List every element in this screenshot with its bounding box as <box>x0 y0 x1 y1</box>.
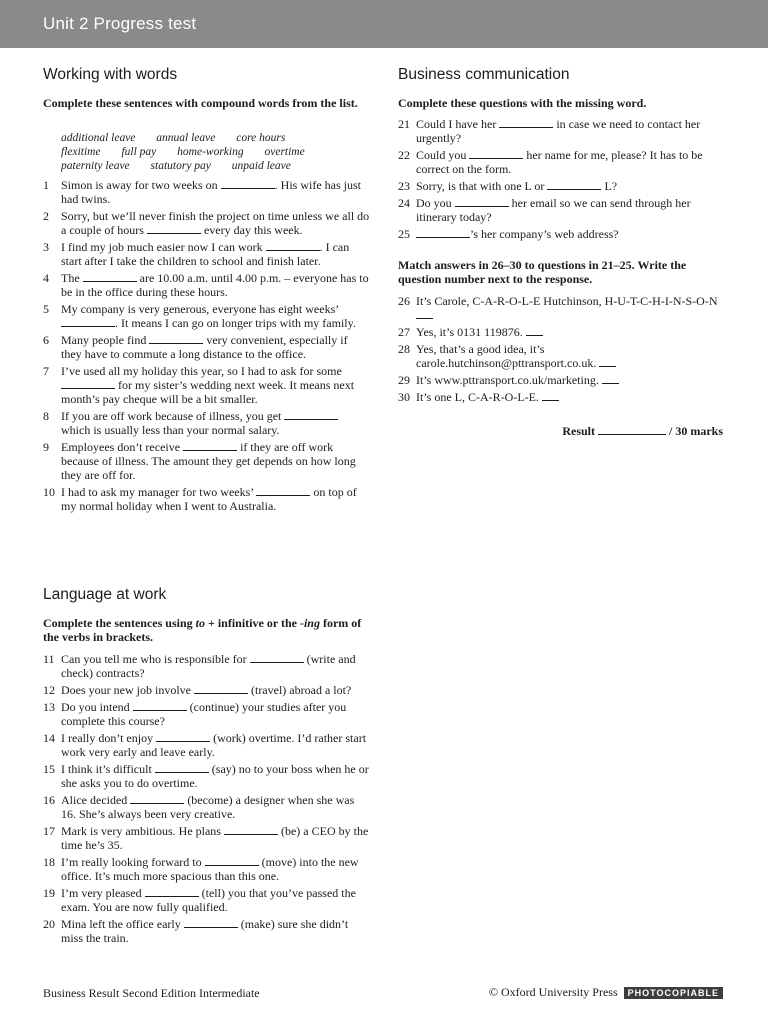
question-item <box>398 325 723 339</box>
instr-to: to <box>195 616 205 630</box>
question-number: 14 <box>43 731 55 745</box>
page-title: Unit 2 Progress test <box>43 14 197 33</box>
question-text-before: Could I have her <box>416 117 497 131</box>
question-number: 12 <box>43 683 55 697</box>
question-item <box>43 485 370 513</box>
instructions-working-with-words: Complete these sentences with compound words from the list. <box>43 96 358 110</box>
question-number: 21 <box>398 117 410 131</box>
question-text-before: Sorry, but we’ll never finish the project on time unless we all do a couple of hours <box>61 209 370 237</box>
answer-blank[interactable] <box>455 196 509 207</box>
question-text-before: I’m really looking forward to <box>61 855 202 869</box>
question-number: 25 <box>398 227 410 241</box>
result-suffix: / 30 marks <box>666 424 723 438</box>
question-number: 20 <box>43 917 55 931</box>
word-list-item: home-working <box>177 146 244 158</box>
instr-text: form of the verbs in brackets. <box>43 616 362 644</box>
question-list-business-communication <box>398 117 723 244</box>
question-text-before: If you are off work because of illness, you get <box>61 409 282 423</box>
question-item <box>43 886 370 914</box>
question-number: 11 <box>43 652 55 666</box>
question-item <box>398 390 723 404</box>
instr-ing: -ing <box>299 616 320 630</box>
question-text-after: are 10.00 a.m. until 4.00 p.m. – everyone has to be in the office during these hours. <box>61 271 369 299</box>
question-text-after: (continue) your studies after you complete this course? <box>61 700 347 728</box>
question-item <box>43 409 370 437</box>
question-item <box>398 117 723 145</box>
footer-book-title: Business Result Second Edition Intermediate <box>43 986 260 1000</box>
answer-blank[interactable] <box>542 390 559 401</box>
question-item <box>43 700 370 728</box>
question-text-before: Do you <box>416 196 452 210</box>
question-number: 24 <box>398 196 410 210</box>
header-bar <box>0 0 768 48</box>
question-text-after: ’s her company’s web address? <box>470 227 619 241</box>
instr-text: + infinitive or the <box>205 616 300 630</box>
answer-blank[interactable] <box>284 409 338 420</box>
answer-blank[interactable] <box>83 271 137 282</box>
result-blank[interactable] <box>598 424 666 435</box>
word-list-item: core hours <box>236 132 286 144</box>
question-text-before: Many people find <box>61 333 147 347</box>
question-number: 3 <box>43 240 49 254</box>
question-text-after: (tell) you that you’ve passed the exam. You are now fully qualified. <box>61 886 356 914</box>
question-item <box>43 271 370 299</box>
question-list-working-with-words <box>43 178 370 516</box>
question-item <box>43 652 370 680</box>
answer-blank[interactable] <box>61 378 115 389</box>
section-title-language-at-work: Language at work <box>43 586 167 603</box>
result-line <box>562 424 723 439</box>
question-text-before: Does your new job involve <box>61 683 191 697</box>
question-item <box>398 373 723 387</box>
answer-blank[interactable] <box>547 179 601 190</box>
answer-blank[interactable] <box>155 762 209 773</box>
question-text-after: which is usually less than your normal salary. <box>61 423 280 437</box>
answer-blank[interactable] <box>469 148 523 159</box>
question-item <box>398 342 723 370</box>
question-text-after: (move) into the new office. It’s much more spacious than this one. <box>61 855 359 883</box>
question-text-before: I think it’s difficult <box>61 762 152 776</box>
answer-blank[interactable] <box>221 178 275 189</box>
question-number: 23 <box>398 179 410 193</box>
question-number: 19 <box>43 886 55 900</box>
question-text-after: . His wife has just had twins. <box>61 178 361 206</box>
question-item <box>43 793 370 821</box>
answer-blank[interactable] <box>266 240 320 251</box>
word-list-item: overtime <box>264 146 305 158</box>
question-text-after: (work) overtime. I’d rather start work very early and leave early. <box>61 731 367 759</box>
answer-blank[interactable] <box>156 731 210 742</box>
word-list-item: full pay <box>121 146 157 158</box>
question-text-after: (become) a designer when she was 16. She’s always been very creative. <box>61 793 355 821</box>
question-item <box>43 824 370 852</box>
question-text-after: (write and check) contracts? <box>61 652 356 680</box>
question-text-after: very convenient, especially if they have to commute a long distance to the office. <box>61 333 348 361</box>
answer-blank[interactable] <box>147 223 201 234</box>
question-item <box>43 683 370 697</box>
question-item <box>43 302 370 330</box>
question-item <box>43 178 370 206</box>
question-number: 2 <box>43 209 49 223</box>
question-item <box>43 333 370 361</box>
question-number: 9 <box>43 440 49 454</box>
question-text-before: I really don’t enjoy <box>61 731 154 745</box>
question-number: 22 <box>398 148 410 162</box>
question-number: 27 <box>398 325 410 339</box>
answer-blank[interactable] <box>205 855 259 866</box>
question-text-after: (be) a CEO by the time he’s 35. <box>61 824 369 852</box>
question-text-before: The <box>61 271 80 285</box>
answer-blank[interactable] <box>416 308 433 319</box>
word-list-item: paternity leave <box>61 160 130 172</box>
question-text-before: Alice decided <box>61 793 128 807</box>
question-item <box>43 731 370 759</box>
question-text-before: It’s one L, C-A-R-O-L-E. <box>416 390 539 404</box>
word-list-item: flexitime <box>61 146 101 158</box>
result-label: Result <box>562 424 595 438</box>
question-text-after: every day this week. <box>200 223 303 237</box>
question-number: 13 <box>43 700 55 714</box>
question-text-before: Could you <box>416 148 467 162</box>
instr-text: Complete the sentences using <box>43 616 196 630</box>
question-text-before: I’m very pleased <box>61 886 142 900</box>
question-text-after: her email so we can send through her itinerary today? <box>416 196 691 224</box>
question-list-match-answers <box>398 294 723 407</box>
question-list-language-at-work <box>43 652 370 948</box>
question-text-before: Yes, that’s a good idea, it’s carole.hutchinson@pttransport.co.uk. <box>416 342 597 370</box>
question-text-before: Yes, it’s 0131 119876. <box>416 325 523 339</box>
question-text-before: My company is very generous, everyone has eight weeks’ <box>61 302 339 316</box>
copyright-text: © Oxford University Press <box>488 985 618 999</box>
question-number: 18 <box>43 855 55 869</box>
word-list-item: annual leave <box>156 132 216 144</box>
answer-blank[interactable] <box>526 325 543 336</box>
question-number: 30 <box>398 390 410 404</box>
question-text-after: her name for me, please? It has to be correct on the form. <box>416 148 703 176</box>
instructions-match-answers: Match answers in 26–30 to questions in 21–25. Write the question number next to the response. <box>398 258 687 286</box>
question-item <box>43 209 370 237</box>
answer-blank[interactable] <box>256 485 310 496</box>
answer-blank[interactable] <box>61 316 115 327</box>
word-list-item: statutory pay <box>150 160 211 172</box>
word-list <box>61 131 361 173</box>
question-text-before: Mark is very ambitious. He plans <box>61 824 221 838</box>
question-item <box>43 917 370 945</box>
question-text-after: if they are off work because of illness. The amount they get depends on how long they are off for. <box>61 440 356 482</box>
answer-blank[interactable] <box>250 652 304 663</box>
question-text-before: Mina left the office early <box>61 917 181 931</box>
question-number: 10 <box>43 485 55 499</box>
answer-blank[interactable] <box>599 356 616 367</box>
question-text-before: Employees don’t receive <box>61 440 181 454</box>
question-item <box>43 440 370 482</box>
question-text-after: for my sister’s wedding next week. It means next month’s pay cheque will be a bit smaller. <box>61 378 355 406</box>
question-text-after: . It means I can go on longer trips with my family. <box>115 316 356 330</box>
question-item <box>43 240 370 268</box>
instructions-language-at-work <box>43 616 370 644</box>
answer-blank[interactable] <box>183 440 237 451</box>
word-list-item: unpaid leave <box>231 160 291 172</box>
instructions-business-communication: Complete these questions with the missing word. <box>398 96 647 110</box>
question-number: 7 <box>43 364 49 378</box>
answer-blank[interactable] <box>416 227 470 238</box>
question-number: 1 <box>43 178 49 192</box>
question-number: 28 <box>398 342 410 356</box>
question-number: 17 <box>43 824 55 838</box>
answer-blank[interactable] <box>149 333 203 344</box>
question-text-after: . I can start after I take the children to school and finish later. <box>61 240 350 268</box>
question-text-before: Simon is away for two weeks on <box>61 178 218 192</box>
question-text-before: It’s Carole, C-A-R-O-L-E Hutchinson, H-U-T-C-H-I-N-S-O-N <box>416 294 718 308</box>
question-text-after: (say) no to your boss when he or she asks you to do overtime. <box>61 762 369 790</box>
question-item <box>398 196 723 224</box>
footer-copyright <box>489 985 723 1000</box>
answer-blank[interactable] <box>133 700 187 711</box>
question-item <box>398 179 723 193</box>
section-title-working-with-words: Working with words <box>43 66 178 83</box>
photocopiable-badge: PHOTOCOPIABLE <box>624 987 723 999</box>
section-title-business-communication: Business communication <box>398 66 570 83</box>
question-number: 26 <box>398 294 410 308</box>
question-text-before: I’ve used all my holiday this year, so I had to ask for some <box>61 364 342 378</box>
question-number: 29 <box>398 373 410 387</box>
answer-blank[interactable] <box>194 683 248 694</box>
question-number: 16 <box>43 793 55 807</box>
question-text-before: Do you intend <box>61 700 130 714</box>
answer-blank[interactable] <box>184 917 238 928</box>
question-text-after: L? <box>601 179 618 193</box>
question-text-after: on top of my normal holiday when I went to Australia. <box>61 485 357 513</box>
question-text-before: It’s www.pttransport.co.uk/marketing. <box>416 373 599 387</box>
question-item <box>398 227 723 241</box>
answer-blank[interactable] <box>499 117 553 128</box>
answer-blank[interactable] <box>130 793 184 804</box>
answer-blank[interactable] <box>224 824 278 835</box>
answer-blank[interactable] <box>145 886 199 897</box>
question-text-before: I find my job much easier now I can work <box>61 240 263 254</box>
question-number: 5 <box>43 302 49 316</box>
question-text-after: in case we need to contact her urgently? <box>416 117 701 145</box>
question-item <box>43 855 370 883</box>
question-text-before: I had to ask my manager for two weeks’ <box>61 485 254 499</box>
question-item <box>398 294 723 322</box>
question-text-after: (make) sure she didn’t miss the train. <box>61 917 349 945</box>
question-text-before: Can you tell me who is responsible for <box>61 652 247 666</box>
question-number: 4 <box>43 271 49 285</box>
word-list-item: additional leave <box>61 132 136 144</box>
question-number: 6 <box>43 333 49 347</box>
question-number: 8 <box>43 409 49 423</box>
question-number: 15 <box>43 762 55 776</box>
question-text-after: (travel) abroad a lot? <box>247 683 352 697</box>
question-text-before: Sorry, is that with one L or <box>416 179 545 193</box>
question-item <box>43 364 370 406</box>
question-item <box>43 762 370 790</box>
answer-blank[interactable] <box>602 373 619 384</box>
question-item <box>398 148 723 176</box>
